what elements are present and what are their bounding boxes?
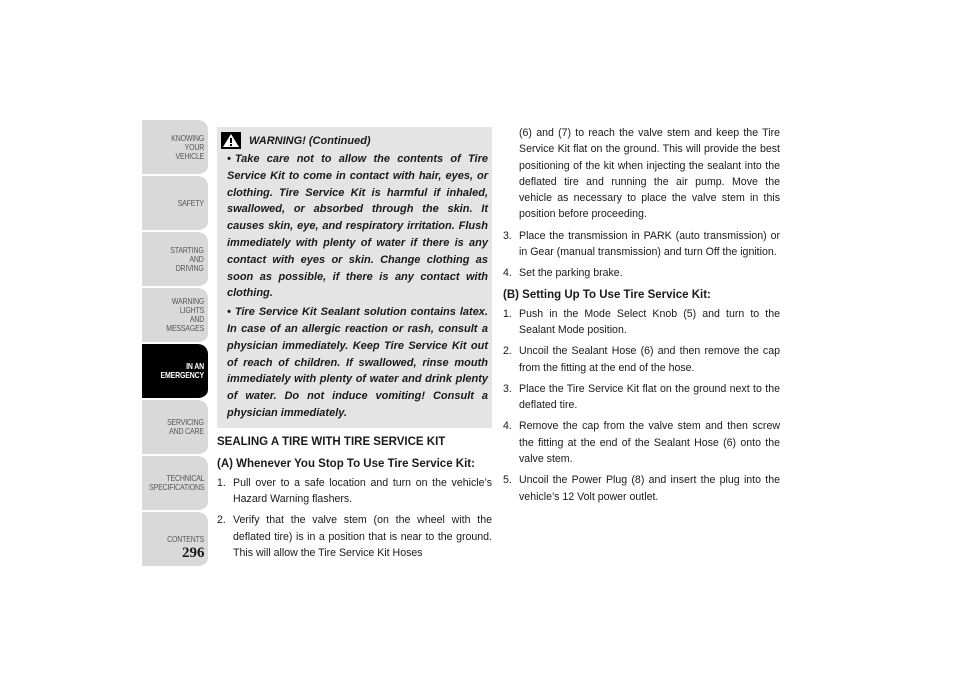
step-text: Verify that the valve stem (on the wheel with the deflated tire) is in a position that is near to the ground. This will allow the Tire Service Kit Hoses (233, 514, 492, 559)
warning-paragraph (227, 151, 488, 302)
step-item (503, 306, 780, 339)
tab-label: TECHNICAL SPECIFICATIONS (148, 473, 204, 492)
warning-triangle-icon (221, 132, 241, 149)
step-number: 1. (503, 307, 512, 320)
bullet: • (227, 306, 231, 319)
tab-label: SERVICING AND CARE (167, 417, 204, 436)
tab-technical-specifications[interactable] (142, 456, 208, 512)
step-item (503, 228, 780, 261)
step-number: 1. (217, 476, 226, 489)
tab-safety[interactable] (142, 176, 208, 232)
step-text: Place the Tire Service Kit flat on the ground next to the deflated tire. (519, 382, 780, 412)
tab-label: WARNING LIGHTS AND MESSAGES (166, 296, 204, 333)
step-number: 3. (503, 229, 512, 242)
step-text: Remove the cap from the valve stem and then screw the fitting at the end of the Sealant Hose (6) onto the valve stem. (519, 420, 780, 466)
steps-list-a-cont (503, 228, 780, 282)
step-item (217, 512, 492, 561)
step-text: Set the parking brake. (519, 267, 623, 280)
step-text: Pull over to a safe location and turn on the vehicle’s Hazard Warning flashers. (233, 476, 492, 506)
left-column (217, 127, 492, 566)
step-item (503, 472, 780, 505)
tab-label: STARTING AND DRIVING (170, 244, 204, 273)
warning-title: WARNING! (Continued) (249, 134, 371, 147)
step-number: 2. (503, 345, 512, 358)
step-item (503, 418, 780, 467)
step-item (503, 343, 780, 376)
step-number: 4. (503, 420, 512, 433)
step-continuation: (6) and (7) to reach the valve stem and keep the Tire Service Kit flat on the ground. This will provide the best positioning of the kit when injecting the sealant into the deflated tire and running the air pump. Move the vehicle as necessary to place the valve stem in this position before proceeding. (519, 127, 780, 221)
warning-paragraph (227, 304, 488, 422)
step-number: 5. (503, 474, 512, 487)
step-text: Place the transmission in PARK (auto transmission) or in Gear (manual transmission) and turn Off the ignition. (519, 229, 780, 259)
step-number: 4. (503, 267, 512, 280)
step-number: 2. (217, 514, 226, 527)
tab-servicing-and-care[interactable] (142, 400, 208, 456)
subsection-title-b: (B) Setting Up To Use Tire Service Kit: (503, 288, 711, 301)
tab-starting-and-driving[interactable] (142, 232, 208, 288)
bullet: • (227, 153, 231, 165)
warning-box (217, 127, 492, 428)
warning-header (221, 132, 488, 149)
steps-list-b (503, 306, 780, 505)
steps-list-a (217, 475, 492, 561)
step-text: Push in the Mode Select Knob (5) and turn to the Sealant Mode position. (519, 307, 780, 336)
page-number: 296 (182, 545, 205, 561)
tab-warning-lights-and-messages[interactable] (142, 288, 208, 344)
right-column (503, 125, 780, 510)
tab-label: CONTENTS (166, 533, 204, 544)
tab-label: SAFETY (177, 197, 204, 208)
step-text: Uncoil the Sealant Hose (6) and then remove the cap from the fitting at the end of the hose. (519, 345, 780, 374)
tab-in-an-emergency[interactable] (142, 344, 208, 400)
tab-label: KNOWING YOUR VEHICLE (171, 132, 204, 161)
step-item (503, 265, 780, 281)
section-title: SEALING A TIRE WITH TIRE SERVICE KIT (217, 435, 446, 448)
warning-text: Tire Service Kit Sealant solution contains latex. In case of an allergic reaction or rash, consult a physician immediately. Keep Tire Service Kit out of reach of children. If swallowed, rinse mouth immediately with plenty of water and drink plenty of water. Do not induce vomiting! Consult a physician immediately. (227, 306, 488, 419)
step-item (503, 381, 780, 414)
step-item (217, 475, 492, 508)
subsection-title-a: (A) Whenever You Stop To Use Tire Service Kit: (217, 457, 475, 470)
step-text: Uncoil the Power Plug (8) and insert the plug into the vehicle’s 12 Volt power outlet. (519, 474, 780, 503)
tab-knowing-your-vehicle[interactable] (142, 120, 208, 176)
warning-text: Take care not to allow the contents of Tire Service Kit to come in contact with hair, eyes, or clothing. Tire Service Kit is harmful if inhaled, swallowed, or absorbed through the skin. It causes skin, eye, and respiratory irritation. Flush immediately with plenty of water if there is any contact with eyes or skin. Change clothing as soon as possible, if there is any contact with clothing. (227, 153, 488, 300)
tab-label: IN AN EMERGENCY (160, 361, 204, 380)
step-number: 3. (503, 382, 512, 395)
